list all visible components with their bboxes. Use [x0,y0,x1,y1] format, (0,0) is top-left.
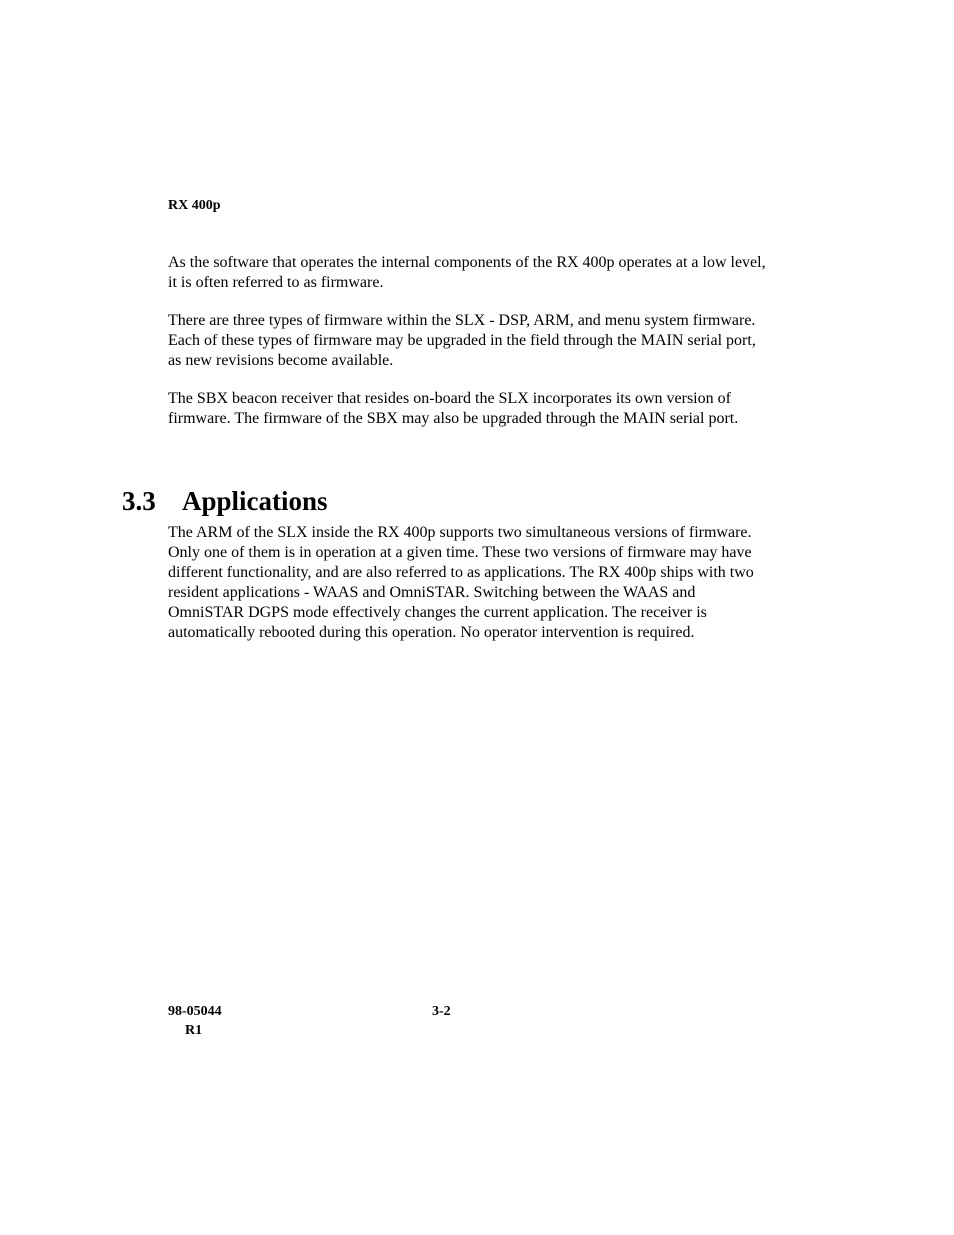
paragraph-firmware-intro: As the software that operates the internal components of the RX 400p operates at a low level, it is often referred to as firmware. [168,254,766,291]
footer-revision: R1 [185,1023,203,1038]
section-heading [122,484,328,518]
section-number: 3.3 [122,486,156,516]
footer-page-number: 3-2 [432,1004,451,1019]
paragraph-applications: The ARM of the SLX inside the RX 400p supports two simultaneous versions of firmware. Only one of them is in operation at a given time. These two versions of firmware may have different functionality, and are also referred to as applications. The RX 400p ships with two resident applications - WAAS and OmniSTAR. Switching between the WAAS and OmniSTAR DGPS mode effectively changes the current application. The receiver is automatically rebooted during this operation. No operator intervention is required. [168,524,754,641]
paragraph-sbx-firmware: The SBX beacon receiver that resides on-board the SLX incorporates its own version of firmware. The firmware of the SBX may also be upgraded through the MAIN serial port. [168,390,739,427]
paragraph-firmware-types: There are three types of firmware within the SLX - DSP, ARM, and menu system firmware. Each of these types of firmware may be upgraded in the field through the MAIN serial port, as new revisions become available. [168,312,756,369]
section-title: Applications [182,486,328,516]
footer-doc-number: 98-05044 [168,1004,222,1019]
running-header: RX 400p [168,198,221,213]
